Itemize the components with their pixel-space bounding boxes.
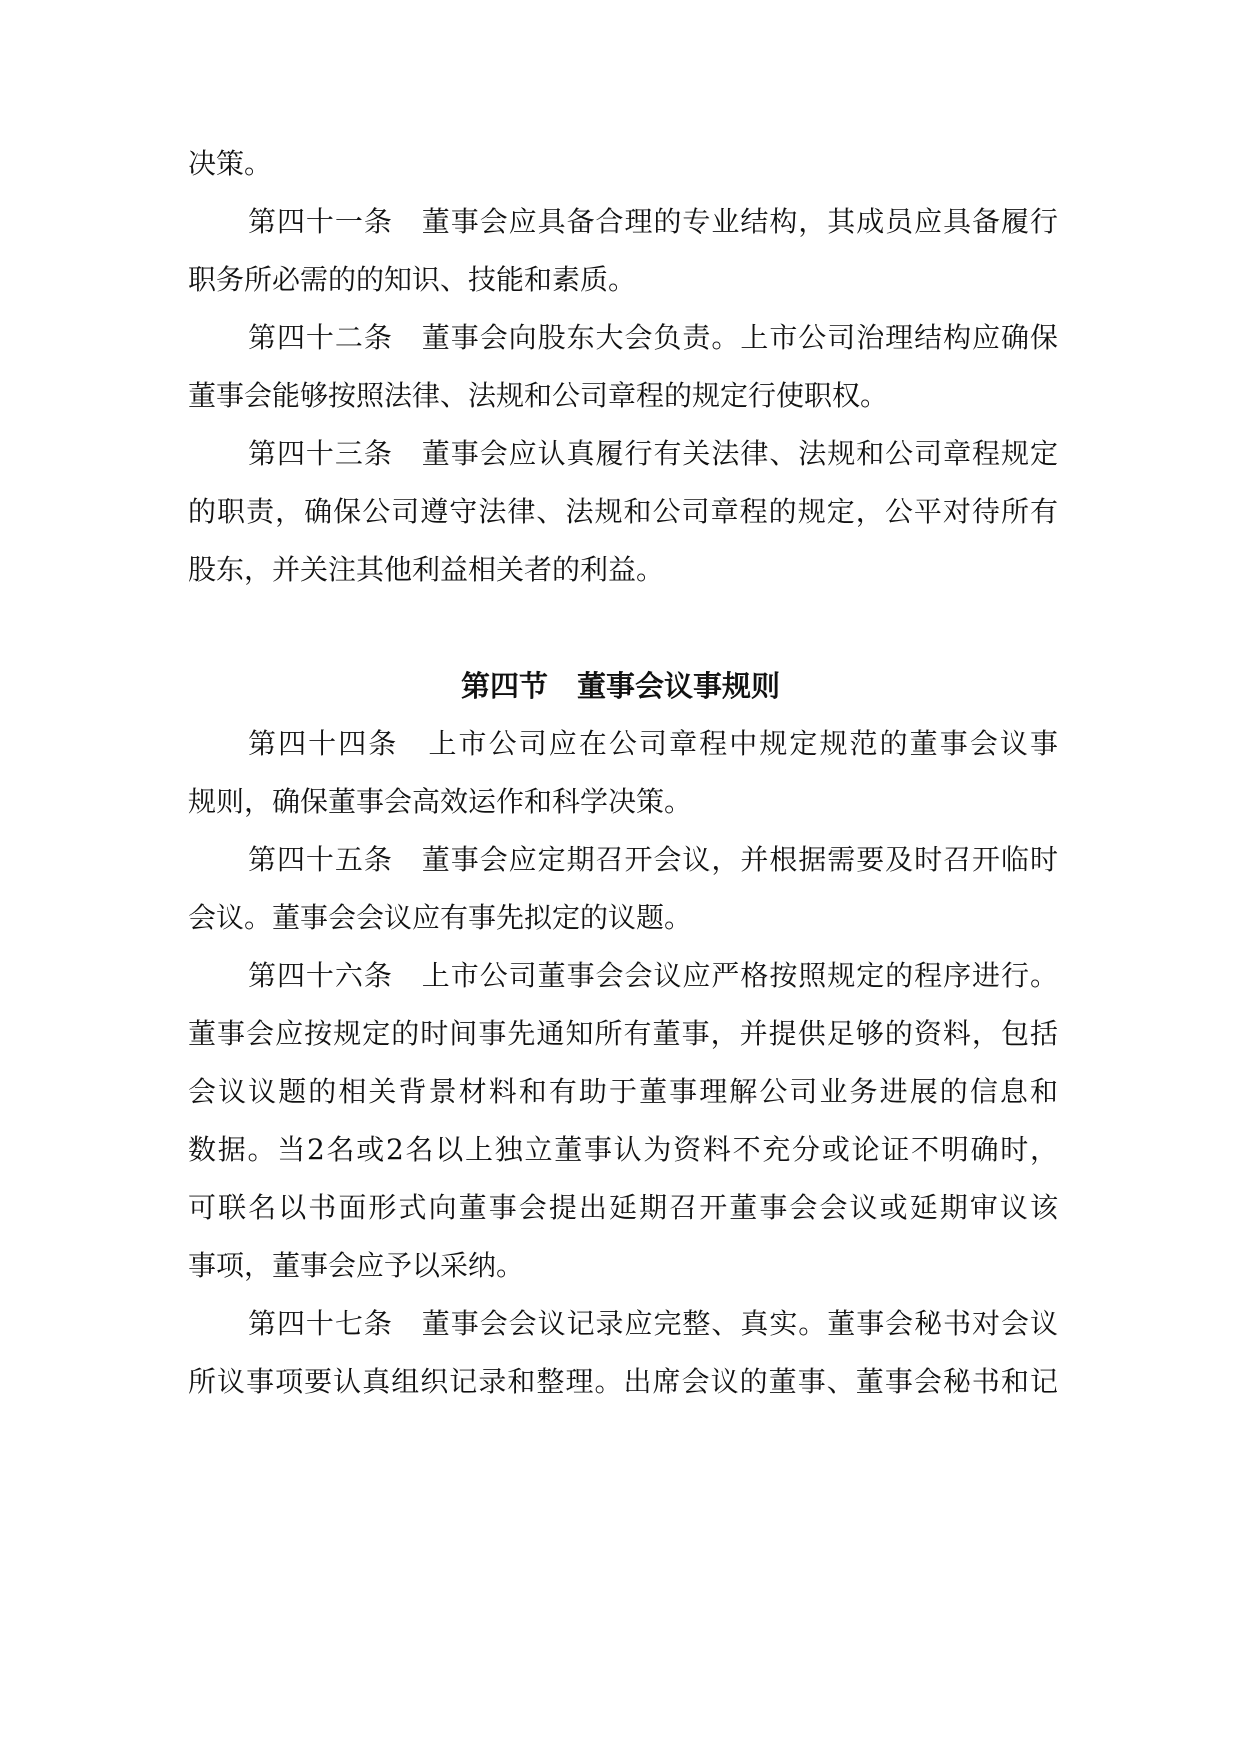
article-42-line-1: 第四十二条 董事会向股东大会负责。上市公司治理结构应确保 (248, 321, 1058, 354)
text-line: 决策。 (188, 147, 273, 180)
section-heading: 第四节 董事会议事规则 (460, 669, 780, 703)
article-42-line-2: 董事会能够按照法律、法规和公司章程的规定行使职权。 (188, 379, 889, 412)
article-47-line-2: 所议事项要认真组织记录和整理。出席会议的董事、董事会秘书和记 (188, 1365, 1058, 1398)
article-43-line-2: 的职责，确保公司遵守法律、法规和公司章程的规定，公平对待所有 (188, 495, 1058, 528)
article-47-line-1: 第四十七条 董事会会议记录应完整、真实。董事会秘书对会议 (248, 1307, 1058, 1340)
article-45-line-1: 第四十五条 董事会应定期召开会议，并根据需要及时召开临时 (248, 843, 1058, 876)
article-41-line-2: 职务所必需的的知识、技能和素质。 (188, 263, 637, 296)
article-43-line-1: 第四十三条 董事会应认真履行有关法律、法规和公司章程规定 (248, 437, 1058, 470)
article-46-line-5: 可联名以书面形式向董事会提出延期召开董事会会议或延期审议该 (188, 1191, 1058, 1224)
article-46-line-3: 会议议题的相关背景材料和有助于董事理解公司业务进展的信息和 (188, 1075, 1058, 1108)
article-44-line-2: 规则，确保董事会高效运作和科学决策。 (188, 785, 693, 818)
article-45-line-2: 会议。董事会会议应有事先拟定的议题。 (188, 901, 693, 934)
article-44-line-1: 第四十四条 上市公司应在公司章程中规定规范的董事会议事 (248, 727, 1058, 760)
article-41-line-1: 第四十一条 董事会应具备合理的专业结构，其成员应具备履行 (248, 205, 1058, 238)
article-46-line-6: 事项，董事会应予以采纳。 (188, 1249, 525, 1282)
article-43-line-3: 股东，并关注其他利益相关者的利益。 (188, 553, 665, 586)
article-46-line-4: 数据。当2名或2名以上独立董事认为资料不充分或论证不明确时， (188, 1133, 1058, 1166)
article-46-line-1: 第四十六条 上市公司董事会会议应严格按照规定的程序进行。 (248, 959, 1058, 992)
article-46-line-2: 董事会应按规定的时间事先通知所有董事，并提供足够的资料，包括 (188, 1017, 1058, 1050)
